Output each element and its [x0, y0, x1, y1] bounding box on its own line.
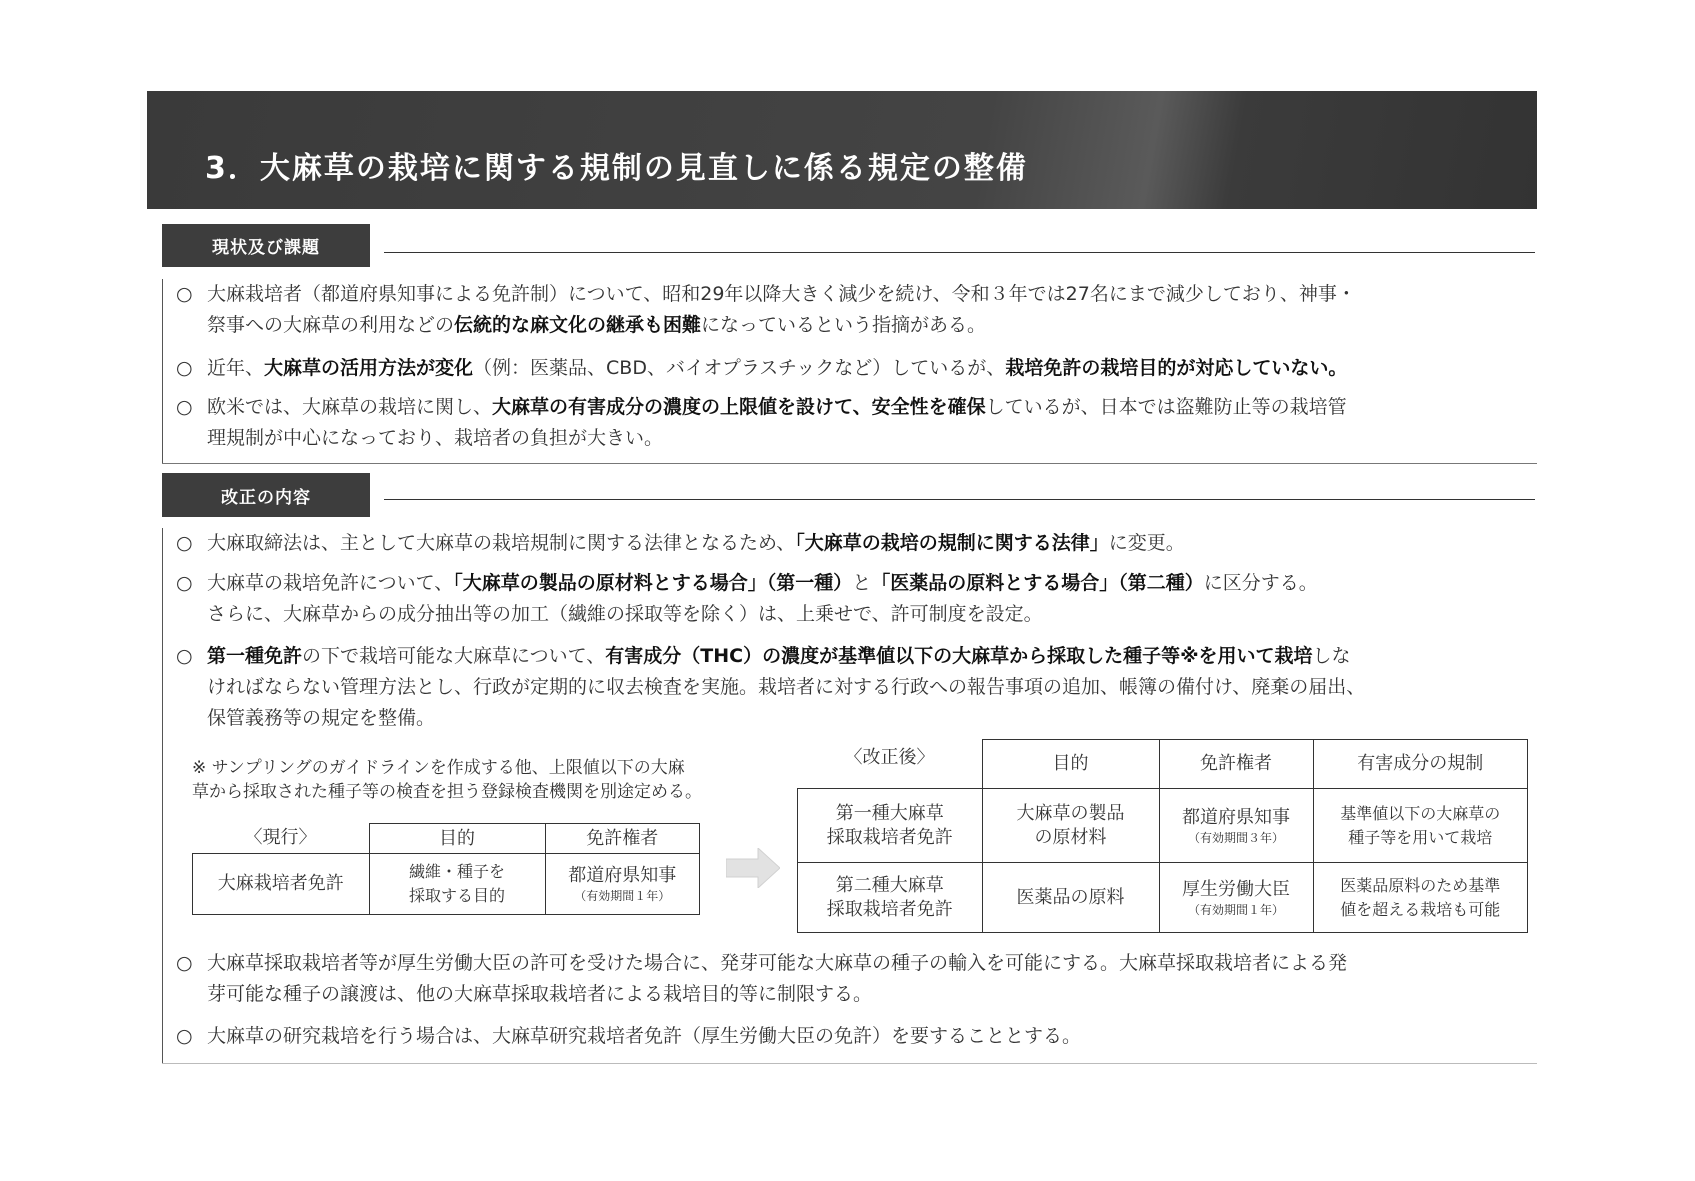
- cell-line: の原材料: [1034, 826, 1107, 848]
- bullet-circle-icon: ○: [176, 357, 193, 379]
- text-line: [207, 672, 1365, 703]
- box-border: [162, 279, 163, 463]
- arrow-right-icon: [726, 848, 780, 888]
- text-segment: ければならない管理方法とし、行政が定期的に収去検査を実施。栽培者に対する行政への報告事項の追加、帳簿の備付け、廃棄の届出、: [207, 676, 1366, 698]
- license-name: 大麻栽培者免許: [193, 854, 370, 915]
- note-line: 草から採取された種子等の検査を担う登録検査機関を別途定める。: [192, 782, 702, 802]
- paragraph-text: [207, 528, 1185, 559]
- cell-line: 医薬品原料のため基準: [1340, 875, 1501, 895]
- cell-line: 第一種大麻草: [835, 802, 944, 824]
- cell-line: 厚生労働大臣: [1182, 878, 1290, 900]
- emphasis-text: 大麻草の活用方法が変化: [264, 357, 474, 379]
- text-line: [207, 279, 1356, 310]
- text-line: [207, 703, 1365, 734]
- text-line: [207, 392, 1347, 423]
- validity-period: （有効期間１年）: [1187, 902, 1284, 917]
- column-header: 目的: [982, 740, 1159, 789]
- text-segment: 祭事への大麻草の利用などの: [207, 314, 455, 336]
- cell-line: 採取栽培者免許: [826, 826, 953, 848]
- column-header: 免許権者: [545, 824, 700, 854]
- box-border: [162, 528, 163, 1063]
- license-purpose: [982, 863, 1159, 933]
- emphasis-text: 「大麻草の栽培の規制に関する法律」: [795, 532, 1109, 554]
- text-segment: しな: [1312, 645, 1351, 667]
- column-header: 免許権者: [1159, 740, 1313, 789]
- text-segment: に区分する。: [1203, 572, 1318, 594]
- table-label: 〈改正後〉: [844, 746, 935, 768]
- current-license-table: [192, 823, 700, 915]
- paragraph-text: [207, 353, 1347, 384]
- text-segment: さらに、大麻草からの成分抽出等の加工（繊維の採取等を除く）は、上乗せで、許可制度を設定。: [207, 603, 1043, 625]
- text-line: [207, 310, 1356, 341]
- column-header: 目的: [369, 824, 545, 854]
- paragraph-text: [207, 568, 1318, 630]
- thc-regulation: [1313, 863, 1528, 933]
- license-authority: [1159, 863, 1313, 933]
- text-segment: 大麻栽培者（都道府県知事による免許制）について、昭和29年以降大きく減少を続け、令和３年では27名にまで減少しており、神事・: [207, 283, 1356, 305]
- text-line: [207, 568, 1318, 599]
- cell-line: 大麻草の製品: [1016, 802, 1125, 824]
- text-segment: に変更。: [1108, 532, 1185, 554]
- bullet-circle-icon: ○: [176, 283, 193, 305]
- table-label: 〈現行〉: [244, 827, 317, 849]
- cell-line: 繊維・種子を: [408, 862, 505, 881]
- emphasis-text: 伝統的な麻文化の継承も困難: [454, 314, 702, 336]
- text-segment: 芽可能な種子の譲渡は、他の大麻草採取栽培者による栽培目的等に制限する。: [207, 983, 873, 1005]
- paragraph-text: [207, 1021, 1081, 1052]
- text-line: [207, 948, 1347, 979]
- cell-line: 基準値以下の大麻草の: [1340, 803, 1501, 823]
- text-segment: 理規制が中心になっており、栽培者の負担が大きい。: [207, 427, 664, 449]
- text-line: [207, 353, 1347, 384]
- thc-regulation: [1313, 789, 1528, 863]
- cell-line: 第二種大麻草: [835, 874, 944, 896]
- cell-line: 採取する目的: [408, 886, 505, 905]
- license-authority: [545, 854, 700, 915]
- note-line: ※ サンプリングのガイドラインを作成する他、上限値以下の大麻: [192, 758, 685, 778]
- box-border: [162, 1063, 1537, 1064]
- sampling-note: [192, 756, 702, 804]
- bullet-circle-icon: ○: [176, 1025, 193, 1047]
- validity-period: （有効期間１年）: [574, 889, 671, 903]
- text-line: [207, 641, 1365, 672]
- bullet-circle-icon: ○: [176, 952, 193, 974]
- cell-line: 採取栽培者免許: [826, 898, 953, 920]
- validity-period: （有効期間３年）: [1187, 830, 1284, 845]
- paragraph-text: [207, 392, 1347, 454]
- text-segment: 保管義務等の規定を整備。: [207, 707, 436, 729]
- license-name: [798, 863, 983, 933]
- section-label-revision: 改正の内容: [162, 473, 370, 517]
- revised-license-table: [797, 739, 1528, 933]
- paragraph-text: [207, 641, 1365, 734]
- table-row: [798, 863, 1528, 933]
- section-label-current-issues: 現状及び課題: [162, 224, 370, 267]
- text-segment: 近年、: [207, 357, 265, 379]
- bullet-circle-icon: ○: [176, 396, 193, 418]
- cell-line: 種子等を用いて栽培: [1348, 827, 1493, 847]
- text-line: [207, 599, 1318, 630]
- paragraph-text: [207, 948, 1347, 1010]
- title-banner: [147, 91, 1537, 209]
- text-segment: しているが、日本では盗難防止等の栽培管: [985, 396, 1347, 418]
- text-segment: 大麻草の栽培免許について、: [207, 572, 454, 594]
- text-segment: （例：医薬品、CBD、バイオプラスチックなど）しているが、: [473, 357, 1006, 379]
- emphasis-text: 大麻草の有害成分の濃度の上限値を設けて、安全性を確保: [492, 396, 986, 418]
- bullet-circle-icon: ○: [176, 532, 193, 554]
- cell-line: 都道府県知事: [1182, 806, 1290, 828]
- text-segment: 大麻取締法は、主として大麻草の栽培規制に関する法律となるため、: [207, 532, 796, 554]
- cell-line: 都道府県知事: [568, 865, 677, 886]
- box-border: [162, 463, 1537, 464]
- text-line: [207, 979, 1347, 1010]
- text-segment: 大麻草採取栽培者等が厚生労働大臣の許可を受けた場合に、発芽可能な大麻草の種子の輸入を可能にする。大麻草採取栽培者による発: [207, 952, 1348, 974]
- emphasis-text: 有害成分（THC）の濃度が基準値以下の大麻草から採取した種子等※を用いて栽培: [605, 645, 1313, 667]
- table-row: [798, 789, 1528, 863]
- license-purpose: [982, 789, 1159, 863]
- text-segment: になっているという指摘がある。: [701, 314, 987, 336]
- text-line: [207, 528, 1185, 559]
- cell-line: 値を超える栽培も可能: [1340, 899, 1501, 919]
- text-line: [207, 1021, 1081, 1052]
- text-segment: 大麻草の研究栽培を行う場合は、大麻草研究栽培者免許（厚生労働大臣の免許）を要することとする。: [207, 1025, 1082, 1047]
- bullet-circle-icon: ○: [176, 645, 193, 667]
- text-segment: の下で栽培可能な大麻草について、: [302, 645, 606, 667]
- text-line: [207, 423, 1347, 454]
- emphasis-text: 栽培免許の栽培目的が対応していない。: [1005, 357, 1348, 379]
- text-segment: と: [852, 572, 872, 594]
- emphasis-text: 「医薬品の原料とする場合」（第二種）: [871, 572, 1204, 594]
- cell-line: 医薬品の原料: [1016, 886, 1125, 908]
- paragraph-text: [207, 279, 1356, 341]
- bullet-circle-icon: ○: [176, 572, 193, 594]
- section-divider: [384, 252, 1535, 253]
- license-authority: [1159, 789, 1313, 863]
- emphasis-text: 第一種免許: [207, 645, 303, 667]
- text-segment: 欧米では、大麻草の栽培に関し、: [207, 396, 493, 418]
- emphasis-text: 「大麻草の製品の原材料とする場合」（第一種）: [453, 572, 853, 594]
- license-purpose: [369, 854, 545, 915]
- table-row: [193, 854, 700, 915]
- license-name: [798, 789, 983, 863]
- column-header: 有害成分の規制: [1313, 740, 1528, 789]
- section-divider: [384, 499, 1535, 500]
- page-title: 3．大麻草の栽培に関する規制の見直しに係る規定の整備: [205, 151, 1028, 186]
